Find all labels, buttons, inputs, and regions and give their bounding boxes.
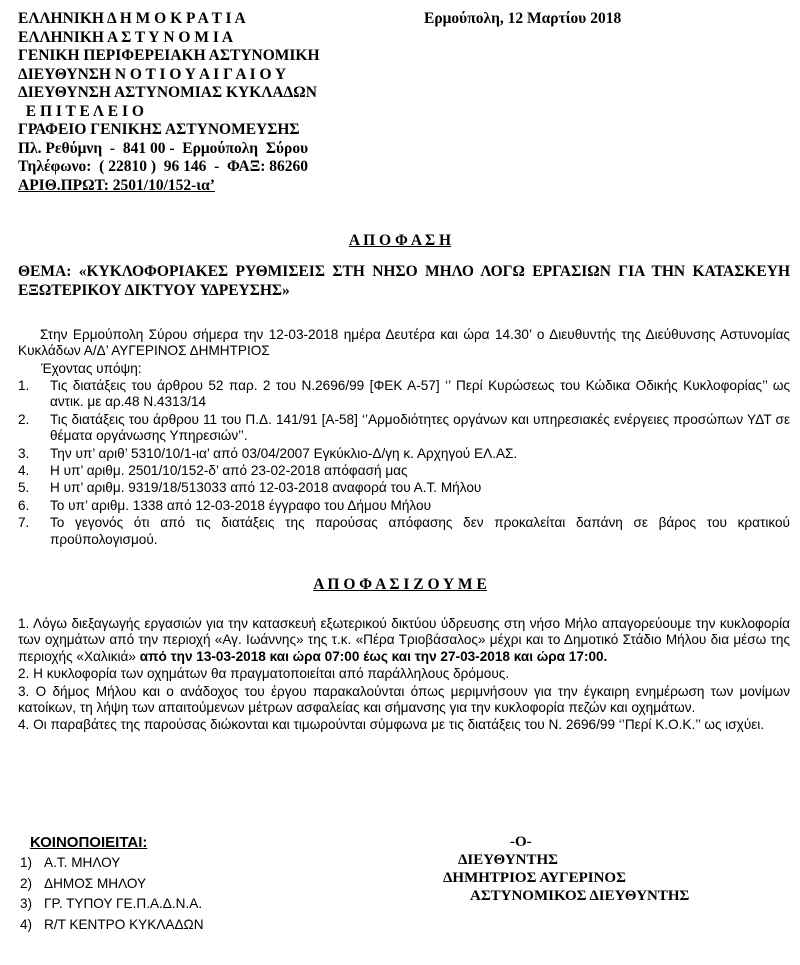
having-regard-label: Έχοντας υπόψη: bbox=[41, 361, 142, 376]
header-line: ΔΙΕΥΘΥΝΣΗ Ν Ο Τ Ι Ο Υ Α Ι Γ Α Ι Ο Υ bbox=[18, 65, 287, 83]
decision-2: 2. Η κυκλοφορία των οχημάτων θα πραγματοποιείται από παράλληλους δρόμους. bbox=[18, 666, 510, 682]
item-number: 4) bbox=[20, 916, 33, 932]
decision-3: 3. Ο δήμος Μήλου και ο ανάδοχος του έργου παρακαλούνται όπως μεριμνήσουν για την έγκαιρη ενημέρωση των μονίμων κατοίκων, τη λήψη των απαιτούμενων μέτρων ασφαλείας και σήμανσης για την κυκλοφορία πεζών και οχημάτων. bbox=[18, 683, 790, 716]
item-number: 7. bbox=[18, 515, 30, 531]
item-text: Την υπ’ αριθ’ 5310/10/1-ια’ από 03/04/2007 Εγκύκλιο-Δ/γη κ. Αρχηγού ΕΛ.ΑΣ. bbox=[50, 445, 518, 461]
header-line: Πλ. Ρεθύμνη - 841 00 - Ερμούπολη Σύρου bbox=[18, 139, 309, 157]
list-item bbox=[18, 853, 204, 874]
item-number: 4. bbox=[18, 463, 30, 479]
considerations-list bbox=[18, 378, 790, 549]
protocol-number: ΑΡΙΘ.ΠΡΩΤ: 2501/10/152-ια’ bbox=[18, 176, 215, 194]
subject-line: ΘΕΜΑ: «ΚΥΚΛΟΦΟΡΙΑΚΕΣ ΡΥΘΜΙΣΕΙΣ ΣΤΗ ΝΗΣΟ ΜΗΛΟ ΛΟΓΩ ΕΡΓΑΣΙΩΝ ΓΙΑ ΤΗΝ ΚΑΤΑΣΚΕΥΗ ΕΞΩΤΕΡΙΚΟΥ ΔΙΚΤΥΟΥ ΥΔΡΕΥΣΗΣ» bbox=[18, 263, 790, 299]
item-text: Α.Τ. ΜΗΛΟΥ bbox=[44, 855, 121, 870]
header-line: Τηλέφωνο: ( 22810 ) 96 146 - ΦΑΞ: 86260 bbox=[18, 158, 309, 175]
item-number: 3) bbox=[20, 896, 33, 911]
signature-rank: ΑΣΤΥΝΟΜΙΚΟΣ ΔΙΕΥΘΥΝΤΗΣ bbox=[470, 888, 690, 904]
document-date: Ερμούπολη, 12 Μαρτίου 2018 bbox=[424, 10, 622, 27]
item-number: 1. bbox=[18, 378, 30, 393]
list-item bbox=[18, 480, 790, 496]
item-text: Το υπ’ αριθμ. 1338 από 12-03-2018 έγγραφο του Δήμου Μήλου bbox=[50, 497, 432, 513]
item-text: Η υπ’ αριθμ. 9319/18/513033 από 12-03-2018 αναφορά του Α.Τ. Μήλου bbox=[50, 480, 482, 496]
item-text: R/T ΚΕΝΤΡΟ ΚΥΚΛΑΔΩΝ bbox=[44, 916, 204, 932]
header-line: ΕΛΛΗΝΙΚΗ Δ Η Μ Ο Κ Ρ Α Τ Ι Α bbox=[18, 10, 246, 27]
item-text: Η υπ’ αριθμ. 2501/10/152-δ’ από 23-02-2018 απόφασή μας bbox=[50, 463, 408, 479]
list-item bbox=[18, 498, 790, 514]
issuer-header bbox=[18, 10, 320, 195]
header-line: ΔΙΕΥΘΥΝΣΗ ΑΣΤΥΝΟΜΙΑΣ ΚΥΚΛΑΔΩΝ bbox=[18, 84, 317, 101]
intro-paragraph: Στην Ερμούπολη Σύρου σήμερα την 12-03-2018 ημέρα Δευτέρα και ώρα 14.30’ ο Διευθυντής της Διεύθυνσης Αστυνομίας Κυκλάδων Α/Δ’ ΑΥΓΕΡΙΝΟΣ ΔΗΜΗΤΡΙΟΣ bbox=[18, 327, 790, 359]
list-item bbox=[18, 874, 204, 895]
item-text: ΓΡ. ΤΥΠΟΥ ΓΕ.Π.Α.Δ.Ν.Α. bbox=[44, 896, 203, 911]
list-item bbox=[18, 412, 790, 445]
header-line: ΕΛΛΗΝΙΚΗ Α Σ Τ Υ Ν Ο Μ Ι Α bbox=[18, 28, 234, 46]
decision-1-text: 1. Λόγω διεξαγωγής εργασιών για την κατασκευή εξωτερικού δικτύου ύδρευσης στη νήσο Μήλο απαγορεύουμε την κυκλοφορία των οχημάτων από την περιοχή «Αγ. Ιωάννης» της τ.κ. «Πέρα Τριοβάσαλος» μέχρι και το Δημοτικό Στάδιο Μήλου δια μέσω της περιοχής «Χαλικιά» bbox=[18, 616, 790, 664]
list-item bbox=[18, 915, 204, 936]
notification-list bbox=[18, 834, 204, 935]
notify-heading: ΚΟΙΝΟΠΟΙΕΙΤΑΙ: bbox=[30, 834, 148, 851]
header-line: Ε Π Ι Τ Ε Λ Ε Ι Ο bbox=[18, 102, 144, 120]
signature-name: ΔΗΜΗΤΡΙΟΣ ΑΥΓΕΡΙΝΟΣ bbox=[443, 870, 626, 886]
decision-4: 4. Οι παραβάτες της παρούσας διώκονται και τιμωρούνται σύμφωνα με τις διατάξεις του Ν. 2696/99 ‘’Περί Κ.Ο.Κ.’’ ως ισχύει. bbox=[18, 717, 765, 733]
header-line: ΓΕΝΙΚΗ ΠΕΡΙΦΕΡΕΙΑΚΗ ΑΣΤΥΝΟΜΙΚΗ bbox=[18, 47, 320, 64]
item-text: Τις διατάξεις του άρθρου 11 του Π.Δ. 141/91 [Α-58] ‘’Αρμοδιότητες οργάνων και υπηρεσιακές ενέργειες προσώπων ΥΔΤ σε θέματα οργάνωσης Υπηρεσιών’’. bbox=[50, 411, 790, 444]
decision-1-period: από την 13-03-2018 και ώρα 07:00 έως και την 27-03-2018 και ώρα 17:00. bbox=[139, 648, 608, 664]
we-decide-title: Α Π Ο Φ Α Σ Ι Ζ Ο Υ Μ Ε bbox=[313, 576, 487, 593]
list-item bbox=[18, 446, 790, 462]
item-number: 1) bbox=[20, 855, 33, 870]
item-number: 2. bbox=[18, 411, 30, 427]
item-text: Τις διατάξεις του άρθρου 52 παρ. 2 του Ν.2696/99 [ΦΕΚ Α-57] ‘’ Περί Κυρώσεως του Κώδικα Οδικής Κυκλοφορίας’’ ως αντικ. με αρ.48 Ν.4313/14 bbox=[50, 378, 790, 410]
decisions-section bbox=[18, 616, 790, 735]
decision-1 bbox=[18, 616, 790, 665]
item-text: Το γεγονός ότι από τις διατάξεις της παρούσας απόφασης δεν προκαλείται δαπάνη σε βάρος του κρατικού προϋπολογισμού. bbox=[50, 515, 790, 547]
item-text: ΔΗΜΟΣ ΜΗΛΟΥ bbox=[44, 875, 147, 891]
item-number: 2) bbox=[20, 875, 33, 891]
item-number: 5. bbox=[18, 480, 30, 496]
list-item bbox=[18, 463, 790, 479]
list-item bbox=[18, 378, 790, 411]
list-item bbox=[18, 894, 204, 915]
decision-title: Α Π Ο Φ Α Σ Η bbox=[348, 232, 452, 249]
item-number: 6. bbox=[18, 497, 30, 513]
header-line: ΓΡΑΦΕΙΟ ΓΕΝΙΚΗΣ ΑΣΤΥΝΟΜΕΥΣΗΣ bbox=[18, 121, 300, 138]
item-number: 3. bbox=[18, 445, 30, 461]
signature-mark: -Ο- bbox=[510, 834, 532, 850]
signature-role: ΔΙΕΥΘΥΝΤΗΣ bbox=[458, 852, 558, 868]
list-item bbox=[18, 515, 790, 548]
